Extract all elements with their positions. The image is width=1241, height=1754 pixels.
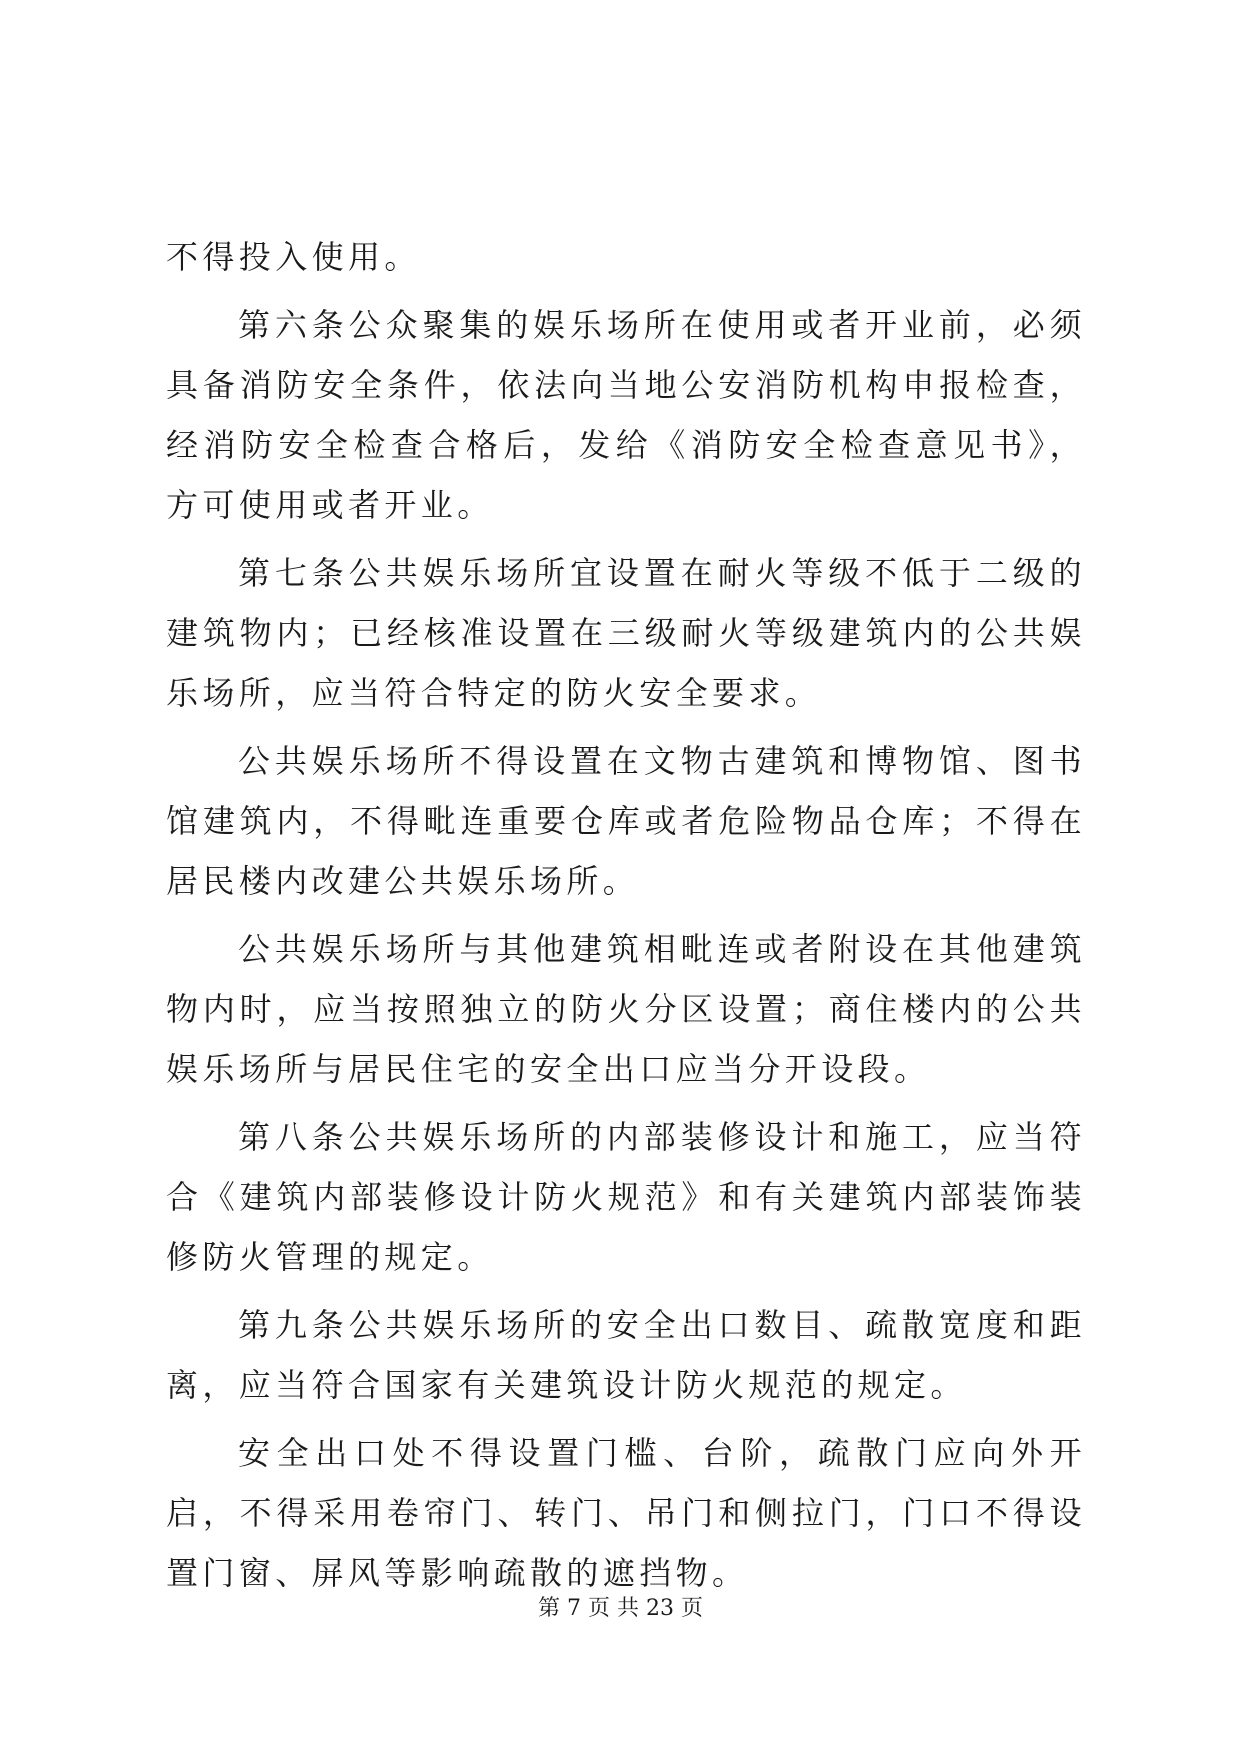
paragraph-article-7-location: 公共娱乐场所不得设置在文物古建筑和博物馆、图书馆建筑内，不得毗连重要仓库或者危险物品仓库；不得在居民楼内改建公共娱乐场所。 [166,742,1086,900]
document-body [166,227,1086,1603]
paragraph-article-9-exits: 安全出口处不得设置门槛、台阶，疏散门应向外开启，不得采用卷帘门、转门、吊门和侧拉门，门口不得设置门窗、屏风等影响疏散的遮挡物。 [166,1434,1086,1592]
paragraph-article-7: 第七条公共娱乐场所宜设置在耐火等级不低于二级的建筑物内；已经核准设置在三级耐火等级建筑内的公共娱乐场所，应当符合特定的防火安全要求。 [166,554,1086,712]
paragraph-article-9: 第九条公共娱乐场所的安全出口数目、疏散宽度和距离，应当符合国家有关建筑设计防火规范的规定。 [166,1306,1086,1404]
page-number-footer: 第 7 页 共 23 页 [538,1596,703,1621]
paragraph-continuation: 不得投入使用。 [166,238,421,276]
paragraph-article-6: 第六条公众聚集的娱乐场所在使用或者开业前，必须具备消防安全条件，依法向当地公安消防机构申报检查，经消防安全检查合格后，发给《消防安全检查意见书》，方可使用或者开业。 [166,306,1086,524]
paragraph-article-7-adjacent: 公共娱乐场所与其他建筑相毗连或者附设在其他建筑物内时，应当按照独立的防火分区设置；商住楼内的公共娱乐场所与居民住宅的安全出口应当分开设段。 [166,930,1086,1088]
paragraph-article-8: 第八条公共娱乐场所的内部装修设计和施工，应当符合《建筑内部装修设计防火规范》和有关建筑内部装饰装修防火管理的规定。 [166,1118,1086,1276]
